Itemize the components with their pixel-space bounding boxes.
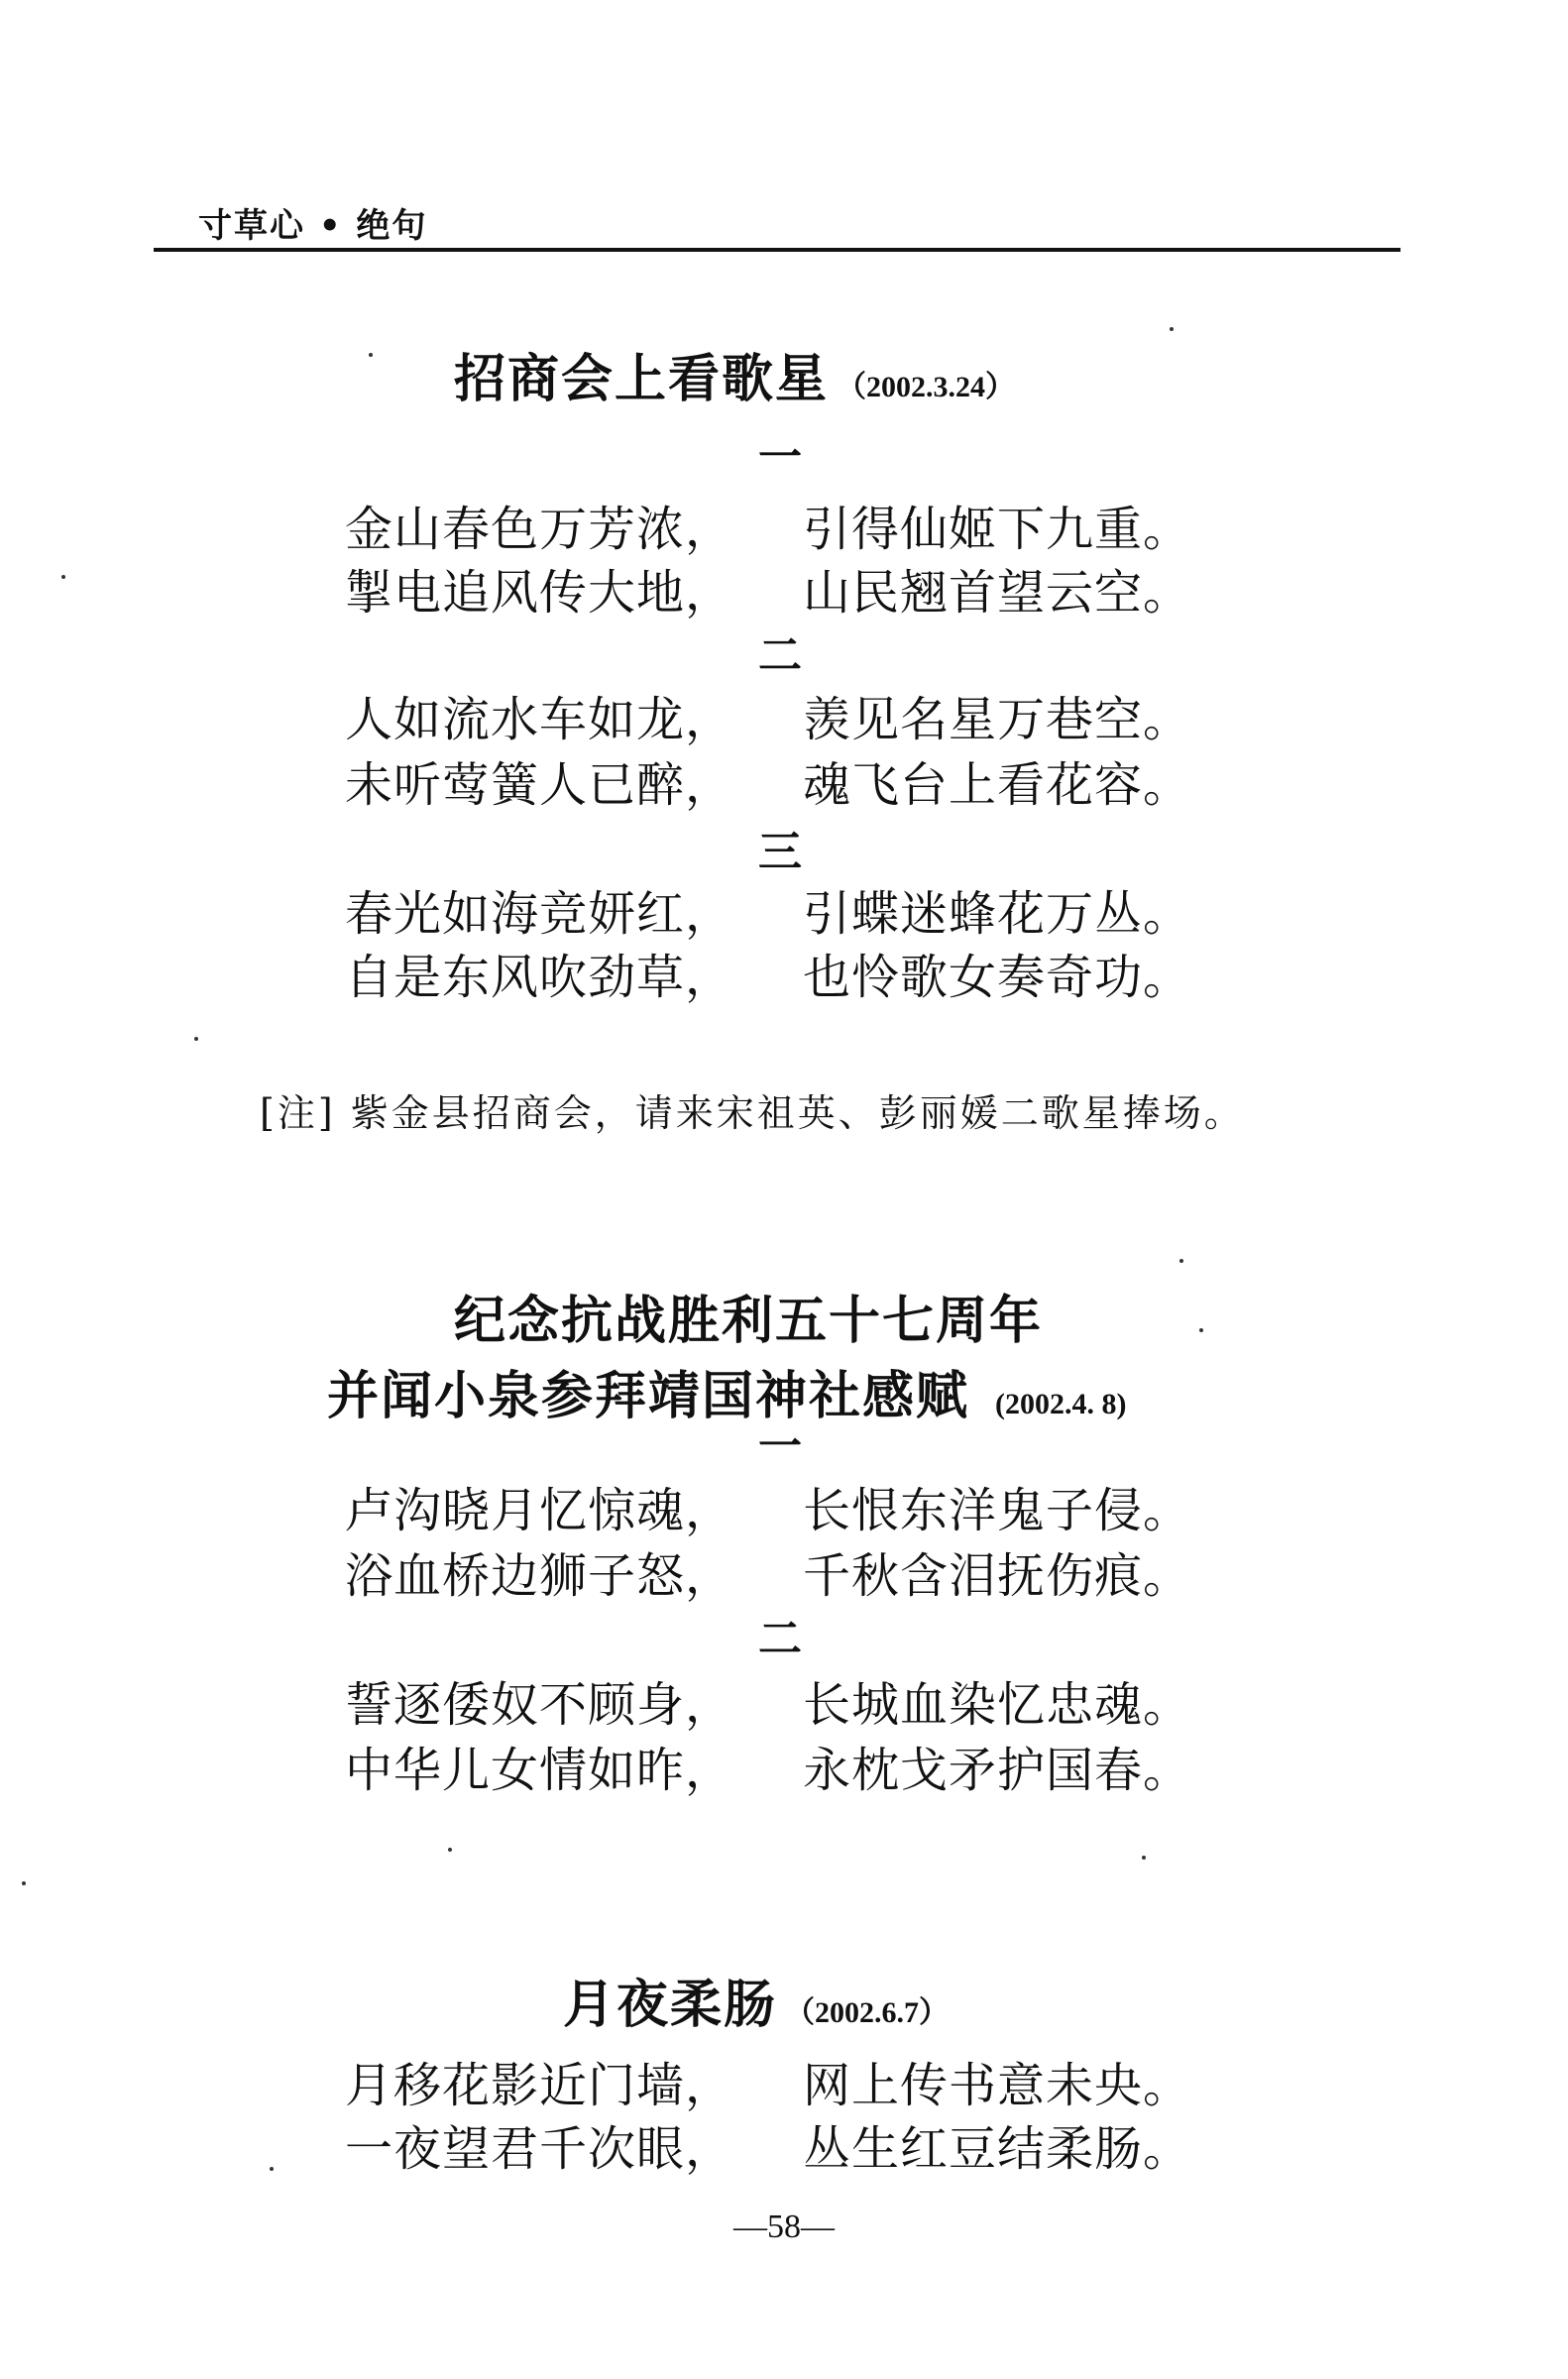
verse-line: 中华儿女情如昨，: [345, 1743, 734, 1798]
verse-line: 掣电追风传大地，: [345, 565, 734, 621]
verse-line: 月移花影近门墙，: [345, 2058, 734, 2113]
verse-line: 卢沟晓月忆惊魂，: [345, 1483, 734, 1538]
verse-line: 金山春色万芳浓，: [345, 502, 734, 557]
poem-title-text: 月夜柔肠: [563, 1976, 778, 2035]
poem-date: (2002.4. 8): [995, 1388, 1127, 1420]
poem-title-text: 招商会上看歌星: [454, 350, 830, 409]
scan-speck: [61, 575, 65, 579]
verse-line: 魂飞台上看花容。: [803, 757, 1192, 813]
verse-line: 引得仙姬下九重。: [803, 502, 1192, 557]
section-number: 二: [758, 1614, 802, 1664]
section-number: 一: [758, 1421, 802, 1472]
verse-line: 千秋含泪抚伤痕。: [803, 1548, 1192, 1604]
page-number: —58—: [733, 2209, 835, 2245]
scan-speck: [270, 2167, 274, 2171]
header-rule: [154, 248, 1400, 252]
verse-line: 长恨东洋鬼子侵。: [803, 1483, 1192, 1538]
verse-line: 长城血染忆忠魂。: [803, 1677, 1192, 1733]
scan-speck: [1170, 327, 1174, 331]
scan-speck: [1179, 1259, 1183, 1263]
verse-line: 山民翘首望云空。: [803, 565, 1192, 621]
scan-speck: [1199, 1328, 1203, 1332]
verse-line: 一夜望君千次眼，: [345, 2121, 734, 2177]
verse-line: 网上传书意未央。: [803, 2058, 1192, 2113]
verse-line: 引蝶迷蜂花万丛。: [803, 886, 1192, 942]
poem-date: （2002.6.7）: [785, 1996, 950, 2029]
verse-line: 誓逐倭奴不顾身，: [345, 1677, 734, 1733]
poem-title: [563, 1963, 949, 2037]
poem-title-text: 并闻小泉参拜靖国神社感赋: [327, 1367, 970, 1426]
poem-date: （2002.3.24）: [837, 371, 1016, 403]
verse-line: 人如流水车如龙，: [345, 692, 734, 747]
verse-line: 未听莺簧人已醉，: [345, 757, 734, 813]
section-number: 三: [758, 827, 802, 877]
section-number: 一: [758, 432, 802, 483]
verse-line: 浴血桥边狮子怒，: [345, 1548, 734, 1604]
running-header: 寸草心 • 绝句: [198, 206, 428, 246]
section-number: 二: [758, 630, 802, 681]
poem-note: [注] 紫金县招商会，请来宋祖英、彭丽媛二歌星捧场。: [260, 1091, 1245, 1135]
verse-line: 也怜歌女奏奇功。: [803, 950, 1192, 1005]
verse-line: 永枕戈矛护国春。: [803, 1743, 1192, 1798]
verse-line: 自是东风吹劲草，: [345, 950, 734, 1005]
scan-speck: [448, 1848, 452, 1852]
scan-speck: [1142, 1856, 1146, 1860]
poem-title-line2: [327, 1354, 1127, 1428]
scan-speck: [369, 353, 373, 357]
poem-title: [454, 337, 1015, 411]
verse-line: 羡见名星万巷空。: [803, 692, 1192, 747]
scan-speck: [22, 1881, 26, 1885]
verse-line: 丛生红豆结柔肠。: [803, 2121, 1192, 2177]
poem-title-line1: 纪念抗战胜利五十七周年: [454, 1292, 1044, 1351]
verse-line: 春光如海竞妍红，: [345, 886, 734, 942]
scan-speck: [194, 1037, 198, 1041]
